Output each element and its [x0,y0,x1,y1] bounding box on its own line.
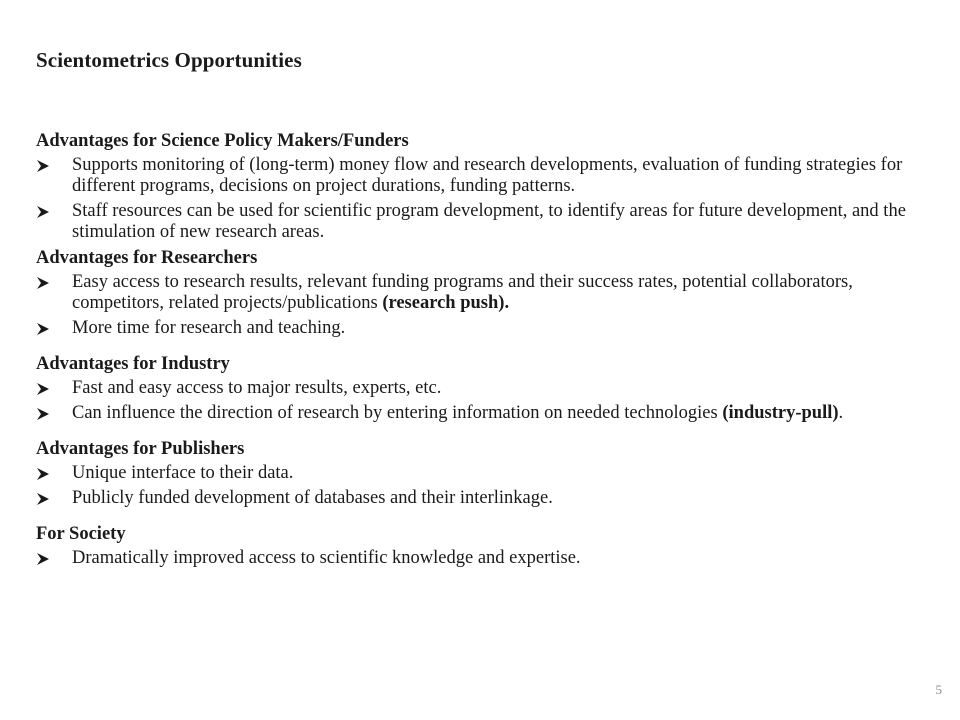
list-item [36,318,916,339]
section-industry [36,353,916,424]
page-number: 5 [935,682,942,697]
section-researchers [36,247,916,339]
bullet-text: Unique interface to their data. [72,463,294,483]
arrow-bullet-icon [36,159,50,173]
arrow-bullet-icon [36,492,50,506]
bullet-text: Publicly funded development of databases and their interlinkage. [72,488,553,508]
section-heading: Advantages for Publishers [36,439,245,459]
bullet-text: Dramatically improved access to scientific knowledge and expertise. [72,548,581,568]
section-heading: For Society [36,524,126,544]
bullet-list [36,548,916,569]
bullet-list [36,155,916,243]
list-item [36,463,916,484]
arrow-bullet-icon [36,382,50,396]
section-society [36,523,916,569]
arrow-bullet-icon [36,276,50,290]
arrow-bullet-icon [36,552,50,566]
section-publishers [36,438,916,509]
slide-title: Scientometrics Opportunities [36,48,302,72]
bullet-list [36,378,916,424]
section-policy-makers [36,130,916,243]
list-item [36,548,916,569]
bullet-text: More time for research and teaching. [72,318,346,338]
list-item [36,403,916,424]
bullet-text: Fast and easy access to major results, experts, etc. [72,378,442,398]
list-item [36,488,916,509]
bullet-emphasis: (research push). [382,293,510,313]
bullet-text: Staff resources can be used for scientific program development, to identify areas for future development, and the stimulation of new research areas. [72,201,906,242]
bullet-emphasis: (industry-pull) [722,403,839,423]
bullet-text: Easy access to research results, relevant funding programs and their success rates, potential collaborators, competitors, related projects/publications [72,272,853,313]
arrow-bullet-icon [36,407,50,421]
bullet-list [36,463,916,509]
section-heading: Advantages for Science Policy Makers/Funders [36,131,409,151]
slide-content [36,130,916,573]
list-item [36,378,916,399]
bullet-list [36,272,916,339]
list-item [36,201,916,243]
section-heading: Advantages for Researchers [36,248,258,268]
list-item [36,272,916,314]
arrow-bullet-icon [36,467,50,481]
bullet-text: Supports monitoring of (long-term) money flow and research developments, evaluation of funding strategies for different programs, decisions on project durations, funding patterns. [72,155,903,196]
list-item [36,155,916,197]
bullet-text-after: . [838,403,844,423]
bullet-text: Can influence the direction of research by entering information on needed technologies [72,403,723,423]
arrow-bullet-icon [36,205,50,219]
section-heading: Advantages for Industry [36,354,230,374]
arrow-bullet-icon [36,322,50,336]
